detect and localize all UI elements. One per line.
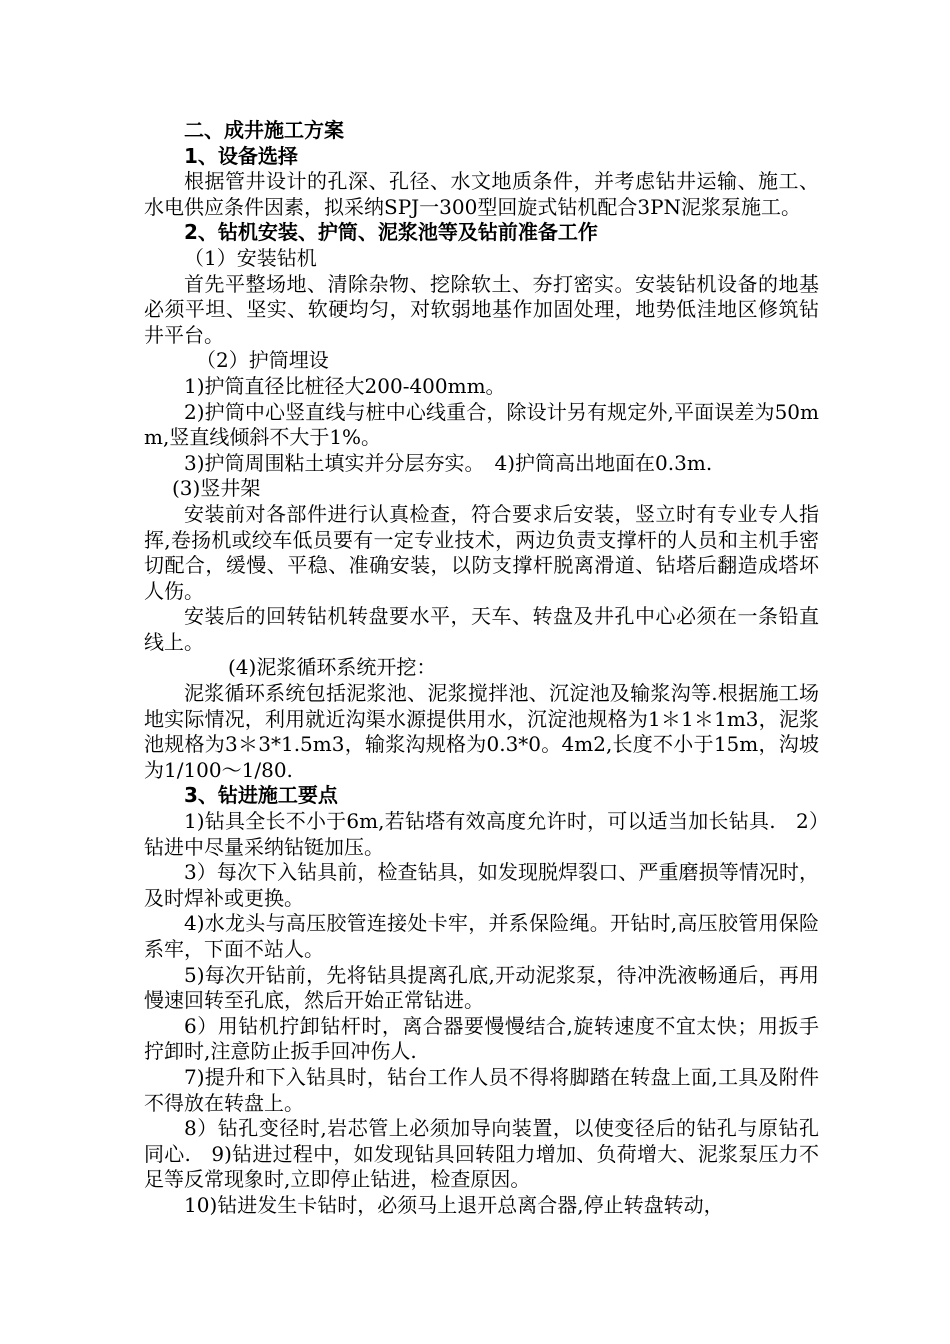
paragraph: 10)钻进发生卡钻时，必须马上退开总离合器,停止转盘转动， [184,1192,724,1217]
paragraph: 7)提升和下入钻具时，钻台工作人员不得将脚踏在转盘上面,工具及附件不得放在转盘上。 [144,1064,819,1115]
paragraph: 4)水龙头与高压胶管连接处卡牢，并系保险绳。开钻时,高压胶管用保险系牢，下面不站人。 [144,911,819,961]
paragraph: 首先平整场地、清除杂物、挖除软土、夯打密实。安装钻机设备的地基必须平坦、坚实、软硬均匀，对软弱地基作加固处理，地势低洼地区修筑钻井平台。 [144,271,819,347]
paragraph: 安装前对各部件进行认真检查，符合要求后安装，竖立时有专业专人指挥,卷扬机或绞车低员要有一定专业技术，两边负责支撑杆的人员和主机手密切配合，缓慢、平稳、准确安装，以防支撑杆脱离滑道、钻塔后翻造成塔坏人伤。 [144,501,819,603]
paragraph: 2)护筒中心竖直线与桩中心线重合，除设计另有规定外,平面误差为50mm,竖直线倾斜不大于1%。 [144,399,819,450]
paragraph: 6）用钻机拧卸钻杆时，离合器要慢慢结合,旋转速度不宜太快；用扳手拧卸时,注意防止扳手回冲伤人. [144,1013,819,1064]
document-page [144,118,819,1219]
paragraph: 根据管井设计的孔深、孔径、水文地质条件，并考虑钻井运输、施工、水电供应条件因素，拟采纳SPJ一300型回旋式钻机配合3PN泥浆泵施工。 [144,169,819,219]
paragraph: 1)钻具全长不小于6m,若钻塔有效高度允许时，可以适当加长钻具. 2）钻进中尽量采纳钻铤加压。 [144,809,819,859]
paragraph: 安装后的回转钻机转盘要水平，天车、转盘及井孔中心必须在一条铅直线上。 [144,604,819,654]
paragraph: （2）护筒埋设 [196,348,329,373]
paragraph: 泥浆循环系统包括泥浆池、泥浆搅拌池、沉淀池及输浆沟等.根据施工场地实际情况，利用就近沟渠水源提供用水，沉淀池规格为1＊1＊1m3，泥浆池规格为3＊3*1.5m3，输浆沟规格为0.3*0。4m2,长度不小于15m，沟坡为1/100～1/80. [144,681,819,782]
paragraph: 3)护筒周围粘土填实并分层夯实。 4)护筒高出地面在0.3m. [184,450,713,475]
paragraph: (3)竖井架 [172,476,261,501]
subsection-heading: 3、钻进施工要点 [184,783,338,808]
paragraph: (4)泥浆循环系统开挖： [228,655,437,680]
paragraph: 3）每次下入钻具前，检查钻具，如发现脱焊裂口、严重磨损等情况时，及时焊补或更换。 [144,860,819,910]
paragraph: （1）安装钻机 [184,245,317,270]
paragraph: 8）钻孔变径时,岩芯管上必须加导向装置，以使变径后的钻孔与原钻孔同心. 9)钻进过程中，如发现钻具回转阻力增加、负荷增大、泥浆泵压力不足等反常现象时,立即停止钻进，检查原因。 [144,1116,819,1192]
section-heading: 二、成井施工方案 [184,118,344,142]
subsection-heading: 1、设备选择 [184,143,298,168]
subsection-heading: 2、钻机安装、护筒、泥浆池等及钻前准备工作 [184,220,598,245]
paragraph: 5)每次开钻前，先将钻具提离孔底,开动泥浆泵，待冲洗液畅通后，再用慢速回转至孔底，然后开始正常钻进。 [144,962,819,1013]
paragraph: 1)护筒直径比桩径大200-400mm。 [184,373,506,398]
